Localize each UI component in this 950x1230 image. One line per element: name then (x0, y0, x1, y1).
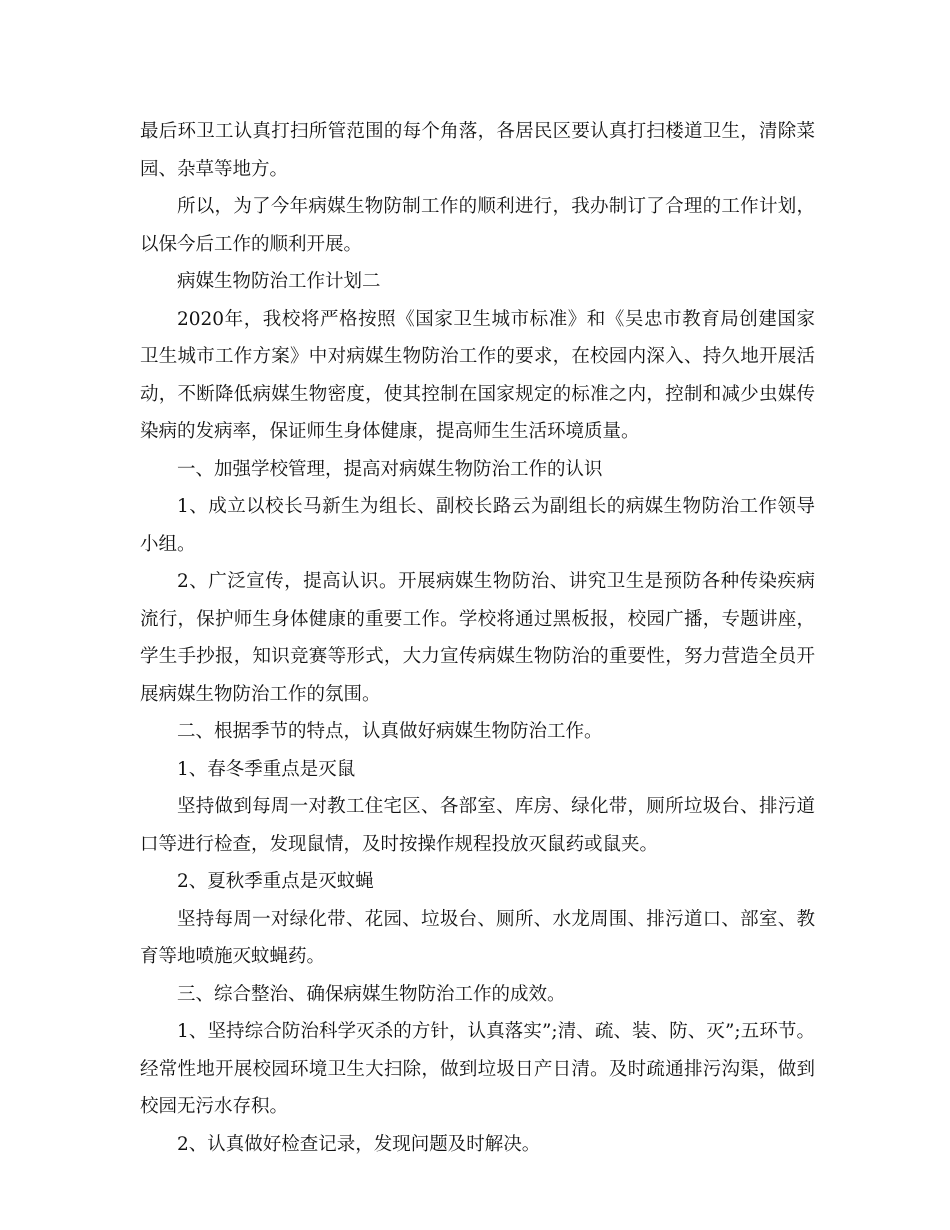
section-heading: 病媒生物防治工作计划二 (177, 271, 381, 292)
subheading: 2、夏秋季重点是灭蚊蝇 (177, 871, 374, 892)
paragraph: 1、成立以校长马新生为组长、副校长路云为副组长的病媒生物防治工作领导小组。 (140, 496, 815, 555)
paragraph: 坚持做到每周一对教工住宅区、各部室、库房、绿化带，厕所垃圾台、排污道口等进行检查，发现鼠情，及时按操作规程投放灭鼠药或鼠夹。 (140, 796, 815, 855)
paragraph: 2、广泛宣传，提高认识。开展病媒生物防治、讲究卫生是预防各种传染疾病流行，保护师生身体健康的重要工作。学校将通过黑板报，校园广播，专题讲座，学生手抄报，知识竞赛等形式，大力宣传病媒生物防治的重要性，努力营造全员开展病媒生物防治工作的氛围。 (140, 571, 815, 705)
section-heading: 一、加强学校管理，提高对病媒生物防治工作的认识 (177, 458, 603, 480)
paragraph: 2020年，我校将严格按照《国家卫生城市标准》和《吴忠市教育局创建国家卫生城市工作方案》中对病媒生物防治工作的要求，在校园内深入、持久地开展活动，不断降低病媒生物密度，使其控制在国家规定的标准之内，控制和减少虫媒传染病的发病率，保证师生身体健康，提高师生生活环境质量。 (140, 308, 815, 442)
paragraph: 1、坚持综合防治科学灭杀的方针，认真落实”;清、疏、装、防、灭”;五环节。经常性地开展校园环境卫生大扫除，做到垃圾日产日清。及时疏通排污沟渠，做到校园无污水存积。 (140, 1021, 815, 1117)
section-heading: 三、综合整治、确保病媒生物防治工作的成效。 (177, 983, 566, 1005)
section-heading: 二、根据季节的特点，认真做好病媒生物防治工作。 (177, 721, 603, 742)
paragraph: 所以，为了今年病媒生物防制工作的顺利进行，我办制订了合理的工作计划，以保今后工作的顺利开展。 (140, 196, 815, 255)
document-body (140, 113, 815, 1163)
paragraph: 坚持每周一对绿化带、花园、垃圾台、厕所、水龙周围、排污道口、部室、教育等地喷施灭蚊蝇药。 (140, 908, 815, 967)
paragraph: 最后环卫工认真打扫所管范围的每个角落，各居民区要认真打扫楼道卫生，清除菜园、杂草等地方。 (140, 121, 815, 180)
subheading: 1、春冬季重点是灭鼠 (177, 758, 356, 780)
paragraph: 2、认真做好检查记录，发现问题及时解决。 (177, 1133, 541, 1155)
